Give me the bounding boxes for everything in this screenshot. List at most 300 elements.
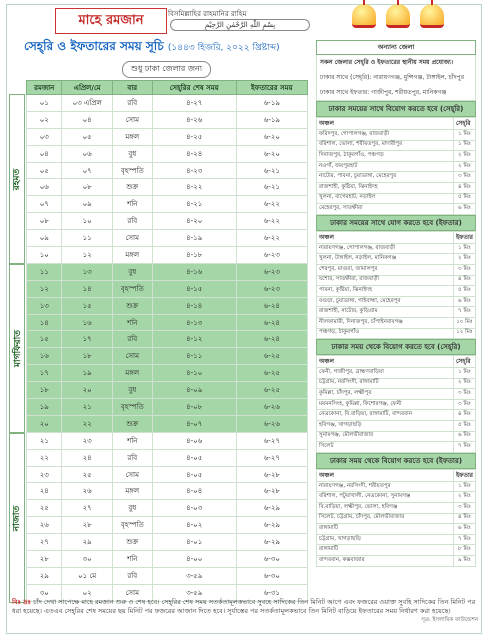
offset-area: বান্দরবান, কক্সবাজার	[317, 556, 454, 567]
table-row	[27, 415, 308, 432]
offset-row	[317, 264, 476, 275]
ramadan-schedule-table	[26, 80, 308, 602]
table-cell: ০৫	[62, 128, 112, 145]
offset-minutes: ১ মিঃ	[454, 368, 476, 379]
table-cell: ৪-১১	[152, 348, 236, 365]
offset-area: সিলেট	[317, 442, 454, 453]
offset-area: নীলফামারী, দিনাজপুর, চাঁপাইনবাবগঞ্জ	[317, 317, 454, 328]
offset-row	[317, 204, 476, 215]
table-cell: মঙ্গল	[112, 247, 152, 264]
table-cell: ৪-২০	[152, 213, 236, 230]
table-row	[27, 213, 308, 230]
table-row	[27, 162, 308, 179]
table-cell: ৬-২৭	[236, 432, 307, 449]
table-cell: ৬-২৩	[236, 247, 307, 264]
table-row	[27, 331, 308, 348]
offset-row	[317, 378, 476, 389]
table-cell: ০৯	[27, 230, 62, 247]
offset-row	[317, 481, 476, 492]
table-cell: ৬-৩০	[236, 567, 307, 584]
offset-area: খুলনা, বাগেরহাট, নড়াইল	[317, 193, 454, 204]
group-header: ঢাকার সময়ের সাথে যোগ করতে হবে (ইফতার)	[316, 215, 476, 231]
table-cell: ৪-২২	[152, 179, 236, 196]
table-cell: ৬-২৯	[236, 500, 307, 517]
footer-text: চাঁদ দেখা সাপেক্ষে মাহে রমজান শুরু ও শেষ হবে। সেহ্‌রির শেষ সময় সতর্কতামূলকভাবে সুবহে সাদিকের তিন মিনিট আগে এবং ফজরের ওয়াক্ত সুবহি সাদিকের তিন মিনিট পর ধরা হয়েছে। এতএব সেহ্‌রির শেষ সময়ের ছয় মিনিট পর ফজরের আজান দিতে হবে। সূর্যাস্তের পর সতর্কতামূলকভাবে তিন মিনিট বাড়িয়ে ইফতারের সময় নির্ধারণ করা হয়েছে।	[12, 598, 476, 615]
offset-row	[317, 421, 476, 432]
table-cell: ৬-২০	[236, 145, 307, 162]
footer-note	[12, 598, 478, 625]
table-cell: ২০	[62, 382, 112, 399]
offset-table-1	[316, 117, 476, 215]
table-cell: ৬-২২	[236, 230, 307, 247]
table-cell: ০৬	[62, 145, 112, 162]
dome-icon	[352, 4, 376, 28]
table-cell: সোম	[112, 584, 152, 601]
offset-row	[317, 328, 476, 339]
offset-minutes: ৪ মিঃ	[454, 182, 476, 193]
mosque-domes	[352, 4, 444, 28]
dome-icon	[386, 4, 410, 28]
table-row	[27, 145, 308, 162]
offset-area: চট্টগ্রাম, খাগড়াছড়ি	[317, 534, 454, 545]
table-cell: ৪-১৫	[152, 280, 236, 297]
table-cell: শুক্র	[112, 415, 152, 432]
table-cell: ৪-২৫	[152, 128, 236, 145]
offset-area: রাঙ্গামাটি	[317, 545, 454, 556]
table-row	[27, 348, 308, 365]
table-cell: ১৬	[27, 348, 62, 365]
offset-row	[317, 296, 476, 307]
table-cell: ৬-২১	[236, 162, 307, 179]
table-cell: ৬-২৮	[236, 483, 307, 500]
offset-area: বগুড়া, চুয়াডাঙ্গা, গাইবান্ধা, মেহেরপুর	[317, 296, 454, 307]
offset-area: সুনামগঞ্জ, মৌলভীবাজার	[317, 431, 454, 442]
table-cell: ১৪	[27, 314, 62, 331]
table-cell: রবি	[112, 567, 152, 584]
table-cell: ৪-০৫	[152, 449, 236, 466]
table-cell: ০২	[27, 111, 62, 128]
offset-minutes: ৬ মিঃ	[454, 204, 476, 215]
col-date: এপ্রিল/মে	[62, 81, 112, 95]
table-cell: মঙ্গল	[112, 483, 152, 500]
col-ramadan: রমজান	[27, 81, 62, 95]
offset-row	[317, 140, 476, 151]
table-cell: ২৩	[27, 466, 62, 483]
table-row	[27, 449, 308, 466]
table-cell: শনি	[112, 432, 152, 449]
table-cell: ৬-৩০	[236, 551, 307, 568]
offset-row	[317, 317, 476, 328]
dome-icon	[420, 4, 444, 28]
table-cell: ০১ মে	[62, 567, 112, 584]
table-cell: ৩-৫৯	[152, 584, 236, 601]
offset-minutes: ৩ মিঃ	[454, 399, 476, 410]
table-cell: ২২	[62, 415, 112, 432]
table-cell: ১৪	[62, 280, 112, 297]
table-cell: ৬-২১	[236, 179, 307, 196]
offset-area: নারায়ণগঞ্জ, নরসিংদী, শরীয়তপুর	[317, 481, 454, 492]
table-row	[27, 551, 308, 568]
schedule-subtitle	[24, 38, 280, 58]
offset-row	[317, 307, 476, 318]
offset-minutes: ২ মিঃ	[454, 161, 476, 172]
footer-label: বিঃ দ্রঃ	[12, 598, 31, 606]
table-row	[27, 95, 308, 112]
table-cell: ০৪	[27, 145, 62, 162]
table-cell: ৪-০০	[152, 551, 236, 568]
col-area: অঞ্চল	[317, 231, 454, 243]
table-cell: ২৫	[27, 500, 62, 517]
offset-area: নারায়ণগঞ্জ, গোপালগঞ্জ, রাজবাড়ী	[317, 243, 454, 254]
table-cell: ৪-২১	[152, 196, 236, 213]
table-cell: ৬-২২	[236, 213, 307, 230]
offset-minutes: ৮ মিঃ	[453, 545, 475, 556]
table-cell: বুধ	[112, 145, 152, 162]
offset-area: পঞ্চগড়, ঠাকুরগাঁও	[317, 328, 454, 339]
table-cell: ৩০	[27, 584, 62, 601]
note-line: ঢাকার সাথে ইফতার: গাজীপুর, শরীয়তপুর, মানিকগঞ্জ	[316, 85, 476, 101]
offset-minutes: ৩ মিঃ	[454, 172, 476, 183]
table-cell: ৪-০৭	[152, 415, 236, 432]
offset-minutes: ৩ মিঃ	[453, 503, 475, 514]
offset-row	[317, 286, 476, 297]
offset-minutes: ৪ মিঃ	[453, 513, 475, 524]
offset-area: ফরিদপুর, গোপালগঞ্জ, রাজবাড়ী	[317, 130, 454, 141]
table-cell: বুধ	[112, 500, 152, 517]
table-cell: রবি	[112, 95, 152, 112]
table-cell: ০৫	[27, 162, 62, 179]
table-cell: রবি	[112, 331, 152, 348]
table-cell: ৪-১৪	[152, 297, 236, 314]
dhaka-only-label: শুধু ঢাকা জেলার জন্য	[122, 61, 211, 78]
other-districts-title: অন্যান্য জেলা	[316, 40, 476, 55]
table-cell: ১৫	[27, 331, 62, 348]
table-cell: ৪-২৪	[152, 145, 236, 162]
table-cell: ৬-২৩	[236, 280, 307, 297]
table-cell: বৃহস্পতি	[112, 399, 152, 416]
table-row	[27, 314, 308, 331]
table-cell: ২৬	[27, 517, 62, 534]
table-cell: ৪-০৪	[152, 483, 236, 500]
offset-minutes: ১০ মিঃ	[453, 317, 475, 328]
bismillah-text: বিসমিল্লাহির রাহমানির রাহিম	[168, 10, 247, 18]
table-cell: ৬-১৯	[236, 111, 307, 128]
offset-minutes: ৩ মিঃ	[454, 389, 476, 400]
table-cell: ৬-২৭	[236, 449, 307, 466]
page-title: মাহে রমজান	[55, 8, 167, 34]
offset-area: বরিশাল, পটুয়াখালী, নেত্রকোনা, সুনামগঞ্জ	[317, 492, 454, 503]
offset-area: বরিশাল, ভোলা, শরীয়তপুর, মাদারীপুর	[317, 140, 454, 151]
table-cell: ৬-২৬	[236, 399, 307, 416]
table-cell: ০৮	[62, 179, 112, 196]
table-cell: ২১	[62, 399, 112, 416]
offset-area: রাজশাহী, কুষ্টিয়া, ঝিনাইদহ	[317, 182, 454, 193]
note-line: সকল জেলার সেহ্‌রি ও ইফতারের স্থানীয় সময় প্রযোজ্য।	[316, 55, 476, 70]
table-row	[27, 247, 308, 264]
table-cell: শনি	[112, 551, 152, 568]
table-cell: রবি	[112, 449, 152, 466]
offset-area: চট্টগ্রাম, নরসিংদী, রাঙ্গামাটি	[317, 378, 454, 389]
col-day: বার	[112, 81, 152, 95]
table-row	[27, 128, 308, 145]
table-cell: বুধ	[112, 263, 152, 280]
table-cell: রবি	[112, 213, 152, 230]
table-cell: ১০	[27, 247, 62, 264]
table-cell: ২৮	[27, 551, 62, 568]
group-header: ঢাকার সময়ের সাথে বিয়োগ করতে হবে (সেহ্‌রি)	[316, 101, 476, 117]
section-najat: নাজাত	[9, 433, 25, 603]
offset-minutes: ৪ মিঃ	[454, 410, 476, 421]
table-cell: বৃহস্পতি	[112, 517, 152, 534]
offset-row	[317, 410, 476, 421]
table-cell: ০২	[62, 584, 112, 601]
offset-minutes: ৯ মিঃ	[453, 556, 475, 567]
table-cell: ২৩	[62, 432, 112, 449]
table-cell: ২৮	[62, 517, 112, 534]
table-cell: ১৬	[62, 314, 112, 331]
offset-row	[317, 130, 476, 141]
offset-area: সিলেট, চট্টগ্রাম, চাঁদপুর, মৌলভীবাজার	[317, 513, 454, 524]
offset-row	[317, 243, 476, 254]
offset-row	[317, 151, 476, 162]
table-cell: ৪-১৯	[152, 230, 236, 247]
table-row	[27, 483, 308, 500]
table-cell: ১২	[27, 280, 62, 297]
table-row	[27, 263, 308, 280]
table-cell: ২০	[27, 415, 62, 432]
table-cell: ২৭	[62, 500, 112, 517]
arabic-calligraphy: بِسْمِ اللّٰهِ الرَّحْمٰنِ الرَّحِيْمِ	[170, 19, 310, 31]
table-cell: ২৪	[27, 483, 62, 500]
offset-row	[317, 275, 476, 286]
table-cell: ৬-২৯	[236, 517, 307, 534]
offset-minutes: ১২ মিঃ	[453, 328, 475, 339]
offset-minutes: ৬ মিঃ	[454, 431, 476, 442]
offset-area: যশোর, সাতক্ষীরা, রাজবাড়ী	[317, 275, 454, 286]
group-header: ঢাকার সময় থেকে বিয়োগ করতে হবে (ইফতার)	[316, 453, 476, 469]
note-line: ঢাকার সাথে (সেহ্‌রি): নারায়ণগঞ্জ, মুন্সিগঞ্জ, টাঙ্গাইল, চাঁদপুর	[316, 70, 476, 85]
table-cell: বৃহস্পতি	[112, 162, 152, 179]
table-cell: ৪-০৮	[152, 399, 236, 416]
offset-area: রাঙ্গামাটি	[317, 524, 454, 535]
section-rahmat: রহমত	[9, 94, 25, 264]
table-row	[27, 466, 308, 483]
table-cell: ১১	[27, 263, 62, 280]
offset-table-3	[316, 355, 476, 453]
offset-row	[317, 182, 476, 193]
table-row	[27, 196, 308, 213]
col-area: অঞ্চল	[317, 469, 454, 481]
offset-row	[317, 534, 476, 545]
table-cell: ০৭	[27, 196, 62, 213]
section-magfirat: মাগফিরাত	[9, 264, 25, 433]
table-cell: সোম	[112, 466, 152, 483]
table-cell: ১৯	[62, 365, 112, 382]
table-cell: ৪-০২	[152, 517, 236, 534]
table-cell: সোম	[112, 111, 152, 128]
table-cell: ৬-২৪	[236, 314, 307, 331]
table-cell: মঙ্গল	[112, 128, 152, 145]
table-cell: ৬-২৪	[236, 297, 307, 314]
offset-area: হবিগঞ্জ, খাগড়াছড়ি	[317, 421, 454, 432]
table-cell: শনি	[112, 314, 152, 331]
table-cell: মঙ্গল	[112, 365, 152, 382]
table-cell: ১৮	[62, 348, 112, 365]
hijri-year: (১৪৪৩ হিজরি, ২০২২ খ্রিষ্টাব্দ)	[167, 43, 280, 53]
offset-area: নেত্রকোনা, বি.বাড়িয়া, রাঙ্গামাটি, বান্দরবান	[317, 410, 454, 421]
offset-row	[317, 556, 476, 567]
col-sehri: সেহ্‌রির শেষ সময়	[152, 81, 236, 95]
col-iftar: ইফতার	[453, 469, 475, 481]
table-cell: ২৪	[62, 449, 112, 466]
table-cell: সোম	[112, 230, 152, 247]
table-row	[27, 179, 308, 196]
table-cell: ৪-১৩	[152, 314, 236, 331]
table-cell: ০৮	[27, 213, 62, 230]
col-iftar: ইফতার	[453, 231, 475, 243]
table-cell: ৬-২৬	[236, 415, 307, 432]
col-area: অঞ্চল	[317, 118, 454, 130]
offset-minutes: ৪ মিঃ	[453, 275, 475, 286]
col-iftar: ইফতারের সময়	[236, 81, 307, 95]
table-row	[27, 534, 308, 551]
offset-row	[317, 161, 476, 172]
table-row	[27, 432, 308, 449]
table-cell: ২৬	[62, 483, 112, 500]
offset-table-4	[316, 469, 476, 567]
offset-area: খুলনা, টাঙ্গাইল, নড়াইল, মানিকগঞ্জ	[317, 254, 454, 265]
offset-area: রাজশাহী, নাটোর, কুড়িগ্রাম	[317, 307, 454, 318]
table-cell: ১৩	[27, 297, 62, 314]
offset-minutes: ২ মিঃ	[454, 378, 476, 389]
table-cell: ৪-০১	[152, 534, 236, 551]
offset-minutes: ১ মিঃ	[454, 130, 476, 141]
table-cell: শনি	[112, 196, 152, 213]
offset-minutes: ৫ মিঃ	[453, 286, 475, 297]
offset-minutes: ৬ মিঃ	[453, 524, 475, 535]
offset-minutes: ১ মিঃ	[453, 481, 475, 492]
offset-minutes: ১ মিঃ	[453, 243, 475, 254]
table-cell: ২৯	[27, 567, 62, 584]
table-cell: ৬-২৫	[236, 365, 307, 382]
table-cell: ৪-১৬	[152, 263, 236, 280]
offset-row	[317, 513, 476, 524]
offset-row	[317, 172, 476, 183]
table-cell: ০১	[27, 95, 62, 112]
table-cell: ৬-২৩	[236, 263, 307, 280]
offset-area: মেহেরপুর, সাতক্ষীরা	[317, 204, 454, 215]
table-header-row	[27, 81, 308, 95]
table-cell: ৪-১২	[152, 331, 236, 348]
table-cell: ০৪	[62, 111, 112, 128]
table-cell: ০৩ এপ্রিল	[62, 95, 112, 112]
table-cell: ১২	[62, 247, 112, 264]
table-cell: ০৭	[62, 162, 112, 179]
table-cell: ৬-২৫	[236, 382, 307, 399]
col-sehri: সেহ্‌রি	[454, 356, 476, 368]
table-row	[27, 500, 308, 517]
table-cell: ২২	[27, 449, 62, 466]
offset-row	[317, 399, 476, 410]
table-row	[27, 382, 308, 399]
table-cell: ৩-৫৯	[152, 567, 236, 584]
table-cell: ১০	[62, 213, 112, 230]
table-row	[27, 280, 308, 297]
offset-minutes: ২ মিঃ	[453, 254, 475, 265]
table-cell: ৬-১৯	[236, 95, 307, 112]
table-cell: ১৮	[27, 382, 62, 399]
table-row	[27, 399, 308, 416]
col-area: অঞ্চল	[317, 356, 454, 368]
table-cell: ৪-০৯	[152, 382, 236, 399]
offset-area: পাবনা, কুষ্টিয়া, ঝিনাইদহ	[317, 286, 454, 297]
other-districts-panel	[316, 40, 476, 567]
table-cell: ৬-২২	[236, 196, 307, 213]
table-cell: ১৯	[27, 399, 62, 416]
offset-area: নওগাঁ, জয়পুরহাট	[317, 161, 454, 172]
table-cell: ৪-০৩	[152, 500, 236, 517]
subtitle-text: সেহ্‌রি ও ইফতারের সময় সূচি	[24, 39, 164, 53]
offset-area: ফেনী, গাজীপুর, ব্রাহ্মণবাড়িয়া	[317, 368, 454, 379]
table-cell: ৬-২০	[236, 128, 307, 145]
table-row	[27, 517, 308, 534]
table-cell: ৪-১৮	[152, 247, 236, 264]
offset-row	[317, 545, 476, 556]
table-cell: ২৯	[62, 534, 112, 551]
table-cell: বুধ	[112, 382, 152, 399]
table-cell: ৬-২৯	[236, 534, 307, 551]
table-row	[27, 365, 308, 382]
table-cell: ৬-৩১	[236, 584, 307, 601]
group-header: ঢাকার সময় থেকে বিয়োগ করতে হবে (সেহ্‌রি)	[316, 339, 476, 355]
table-cell: ৪-২৬	[152, 111, 236, 128]
offset-minutes: ৭ মিঃ	[454, 442, 476, 453]
offset-row	[317, 442, 476, 453]
table-cell: ০৯	[62, 196, 112, 213]
col-sehri: সেহ্‌রি	[454, 118, 476, 130]
offset-area: কুমিল্লা, চাঁদপুর, লক্ষ্মীপুর	[317, 389, 454, 400]
table-cell: ১৩	[62, 263, 112, 280]
table-cell: ৬-২৪	[236, 331, 307, 348]
table-cell: ৬-২৫	[236, 348, 307, 365]
table-row	[27, 567, 308, 584]
table-cell: ১৫	[62, 297, 112, 314]
offset-area: শেরপুর, মাগুরা, জামালপুর	[317, 264, 454, 275]
offset-row	[317, 193, 476, 204]
offset-row	[317, 431, 476, 442]
table-cell: শুক্র	[112, 179, 152, 196]
offset-area: দিনাজপুর, ঠাকুরগাঁও, পঞ্চগড়	[317, 151, 454, 162]
table-cell: ১৭	[27, 365, 62, 382]
table-cell: ১১	[62, 230, 112, 247]
table-row	[27, 297, 308, 314]
table-cell: ৩০	[62, 551, 112, 568]
table-cell: ২৫	[62, 466, 112, 483]
offset-row	[317, 368, 476, 379]
offset-minutes: ৭ মিঃ	[453, 307, 475, 318]
table-cell: সোম	[112, 348, 152, 365]
table-cell: ৪-০৫	[152, 466, 236, 483]
table-cell: ০৬	[27, 179, 62, 196]
table-cell: ২১	[27, 432, 62, 449]
offset-area: নাটোর, পাবনা, চুয়াডাঙ্গা, মেহেরপুর	[317, 172, 454, 183]
table-row	[27, 111, 308, 128]
table-cell: বৃহস্পতি	[112, 280, 152, 297]
offset-minutes: ৭ মিঃ	[453, 534, 475, 545]
offset-minutes: ২ মিঃ	[454, 151, 476, 162]
offset-row	[317, 524, 476, 535]
table-cell: ১৭	[62, 331, 112, 348]
